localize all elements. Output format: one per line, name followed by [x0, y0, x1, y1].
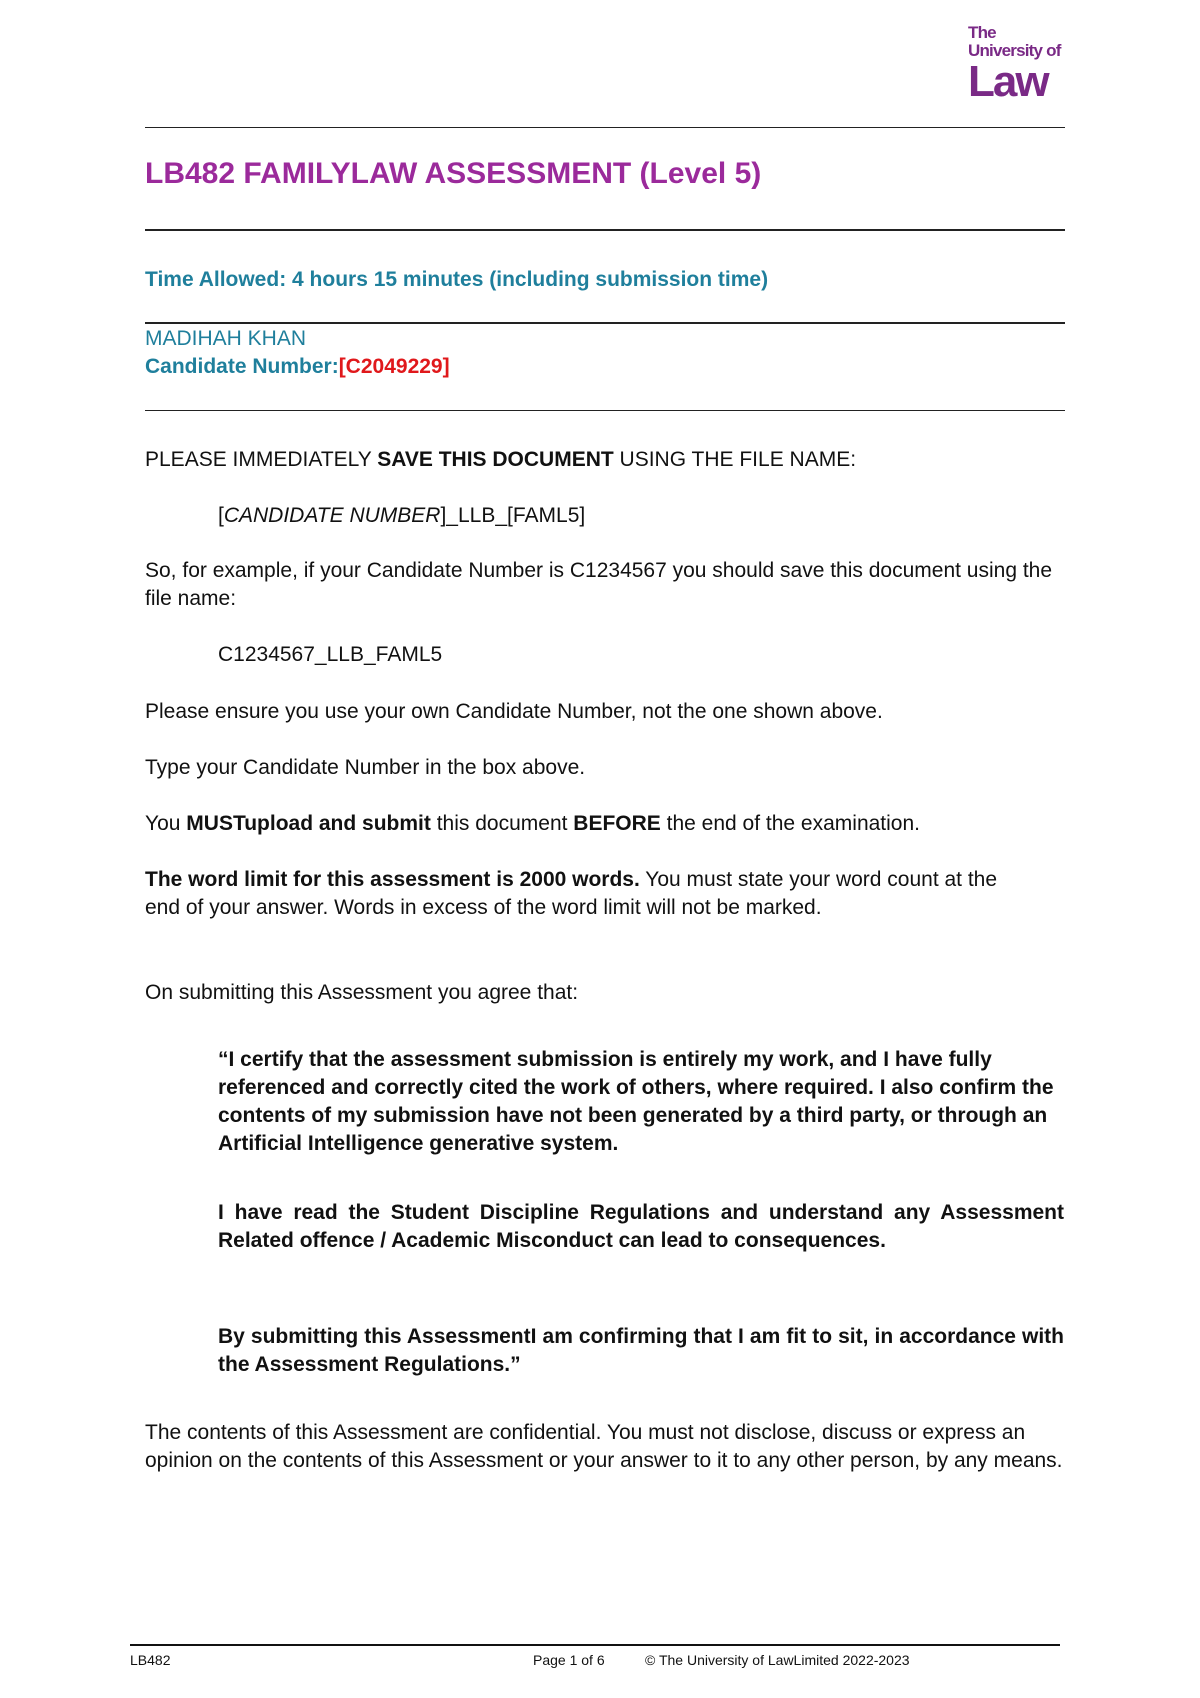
candidate-number-value[interactable]: [C2049229]: [338, 355, 450, 378]
candidate-number-line: [145, 353, 450, 381]
declaration-regulations: I have read the Student Discipline Regulations and understand any Assessment Related offence / Academic Misconduct can lead to consequences.: [218, 1201, 1064, 1252]
confidential-note: The contents of this Assessment are confidential. You must not disclose, discuss or express an opinion on the contents of this Assessment or your answer to it to any other person, by any means.: [145, 1421, 1063, 1472]
divider: [145, 322, 1065, 324]
footer-code: LB482: [130, 1652, 171, 1668]
logo-line-law: Law: [968, 57, 1048, 106]
logo-line-the: The: [968, 23, 996, 42]
must-upload-note: You MUSTupload and submit this document BEFORE the end of the examination.: [145, 812, 920, 835]
divider: [145, 410, 1065, 411]
assessment-title: LB482 FAMILYLAW ASSESSMENT (Level 5): [145, 157, 762, 190]
word-limit-note: The word limit for this assessment is 2000 words. You must state your word count at the end of your answer. Words in excess of the word limit will not be marked.: [145, 868, 998, 919]
candidate-number-label: Candidate Number:: [145, 355, 339, 378]
logo-line-university: University of: [968, 41, 1061, 60]
example-text: So, for example, if your Candidate Number is C1234567 you should save this document using the file name:: [145, 559, 1053, 610]
filename-pattern: [CANDIDATE NUMBER]_LLB_[FAML5]: [218, 504, 586, 527]
footer-page-number: Page 1 of 6: [533, 1652, 605, 1668]
example-filename: C1234567_LLB_FAML5: [218, 643, 443, 666]
own-number-note: Please ensure you use your own Candidate Number, not the one shown above.: [145, 700, 883, 723]
time-allowed: Time Allowed: 4 hours 15 minutes (including submission time): [145, 268, 769, 291]
university-of-law-logo: [968, 23, 1068, 106]
agree-intro: On submitting this Assessment you agree that:: [145, 981, 579, 1004]
candidate-name: MADIHAH KHAN: [145, 327, 307, 350]
divider: [145, 229, 1065, 231]
footer-copyright: © The University of LawLimited 2022-2023: [645, 1652, 910, 1668]
declaration-fit-to-sit: By submitting this AssessmentI am confirming that I am fit to sit, in accordance with the Assessment Regulations.”: [218, 1325, 1064, 1376]
save-instruction: PLEASE IMMEDIATELY SAVE THIS DOCUMENT USING THE FILE NAME:: [145, 448, 857, 471]
type-number-note: Type your Candidate Number in the box above.: [145, 756, 586, 779]
declaration-certify: “I certify that the assessment submission is entirely my work, and I have fully referenced and correctly cited the work of others, where required. I also confirm the contents of my submission have not been generated by a third party, or through an Artificial Intelligence generative system.: [218, 1048, 1054, 1155]
footer-divider: [130, 1644, 1060, 1646]
divider: [145, 127, 1065, 128]
